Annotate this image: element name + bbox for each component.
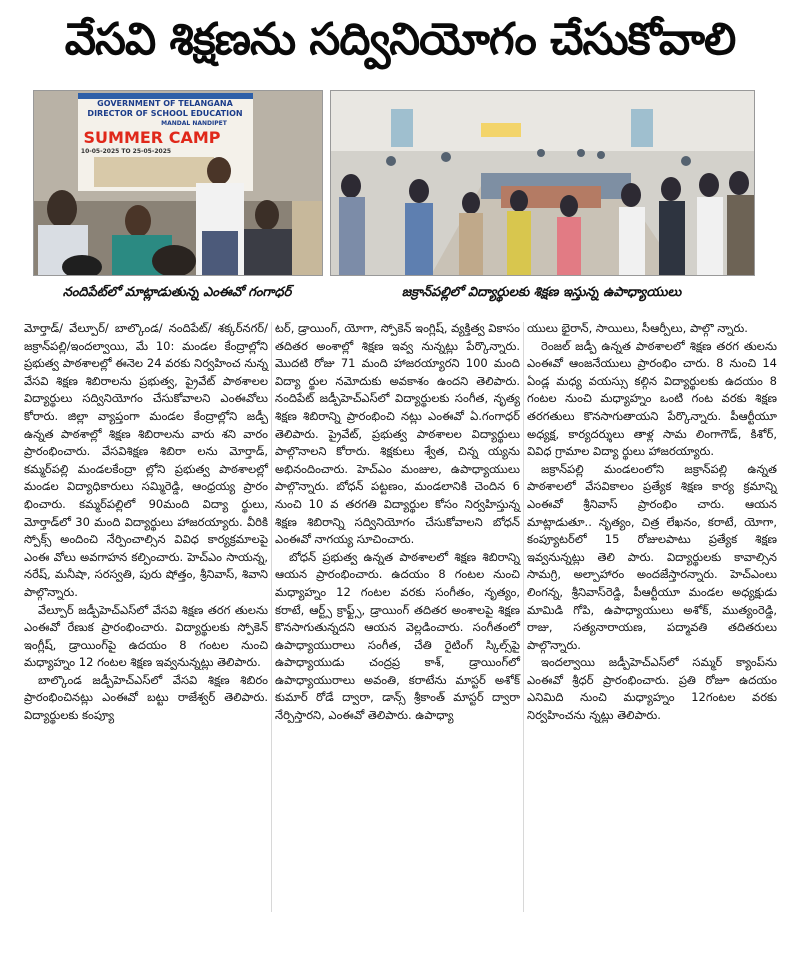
banner-line-2: DIRECTOR OF SCHOOL EDUCATION (87, 109, 243, 118)
column-3-paragraph-3: జక్రాన్‌పల్లి మండలంలోని జక్రాన్‌పల్లి ఉన్నత పాఠశాలలో వేసవికాలం ప్రత్యేక శిక్షణ కార్య క్రమాన్ని ఎంఈవో శ్రీనివాస్ ప్రారంభిం చారు. ఆయన మాట్లాడుతూ.. నృత్యం, చిత్ర లేఖనం, కరాటే, యోగా, కంప్యూటర్‌లో 15 రోజులపాటు ప్రత్యేక శిక్షణ ఇవ్వనున్నట్లు తెలి పారు. విద్యార్థులకు కావాల్సిన సామగ్రి, అల్పాహారం అందజేస్తారన్నారు. హెచ్‌ఎంలు లింగన్న, శ్రీనివాస్‌రెడ్డి, పీఆర్టీయూ మండల అధ్యక్షుడు మామిడి గోపి, ఉపాధ్యాయులు అశోక్, ముత్యంరెడ్డి, రాజు, సత్యనారాయణ, పద్మావతి తదితరులు పాల్గొన్నారు. (527, 461, 777, 652)
photo-right (330, 90, 755, 276)
article-column-1 (24, 320, 268, 725)
column-1-paragraph-1: మోర్తాడ్/ వేల్పూర్/ బాల్కొండ/ నందిపేట్/ శక్కర్‌నగర్/జక్రాన్‌పల్లి/ఇందల్వాయి, మే 10: మండల కేంద్రాల్లోని ప్రభుత్వ పాఠశాలల్లో ఈనెల 24 వరకు నిర్వహించ నున్న వేసవి శిక్షణ శిబిరాలను ప్రభుత్వ, ప్రైవేట్ పాఠశాలల విద్యార్థులు సద్వినియోగం చేసుకోవాలని ఎంఈవోలు కోరారు. జిల్లా వ్యాప్తంగా మండల కేంద్రాల్లోని జడ్పీ ఉన్నత పాఠశాల్లో శిక్షణ శిబిరాలను వారు శని వారం ప్రారంభించారు. వేసవిశిక్షణ శిబిరా లను మోర్తాడ్, కమ్మర్‌పల్లి మండలకేంద్రా ల్లోని ప్రభుత్వ పాఠశాలల్లో మండల విద్యాధికారులు సమ్మిరెడ్డి, ఆంధ్రయ్య ప్రారం భించారు. కమ్మర్‌పల్లిలో 90మంది విద్యా ర్థులు, మోర్తాడ్‌లో 30 మంది విద్యార్థులు హాజరయ్యారు. వీరికి స్పోక్స్ అందించి నేర్పించాల్సిన వివిధ కార్యక్రమాలపై ఎంఈ వోలు అవగాహన కల్పించారు. హెచ్‌ఎం సాయన్న, నరేష్, మనీషా, సరస్వతి, పురు షోత్తం, శ్రీనివాస్, శివాని పాల్గొన్నారు. (24, 321, 268, 599)
column-3-paragraph-2: రెంజల్ జడ్పీ ఉన్నత పాఠశాలలో శిక్షణ తరగ తులను ఎంఈవో ఆంజనేయులు ప్రారంభిం చారు. 8 నుంచి 14 ఏండ్ల మధ్య వయస్సు కల్గిన విద్యార్థులకు ఉదయం 8 గంటల నుంచి మధ్యాహ్నం ఒంటి గంట వరకు శిక్షణ తరగతులు కొనసాగుతాయని పేర్కొన్నారు. పీఆర్టీయూ అధ్యక్ష, కార్యదర్శులు తాళ్ల సామ లింగాగౌడ్, కిశోర్, వివిధ గ్రామాల విద్యా ర్థులు హాజరయ్యారు. (527, 338, 777, 459)
column-1-paragraph-2: వేల్పూర్ జడ్పీహెచ్‌ఎస్‌లో వేసవి శిక్షణ తరగ తులను ఎంఈవో రేణుక ప్రారంభించారు. విద్యార్థులకు స్పోకెన్ ఇంగ్లీష్, డ్రాయింగ్‌పై ఉదయం 8 గంటల నుంచి మధ్యాహ్నం 12 గంటల శిక్షణ ఇవ్వనున్నట్లు తెలిపారు. (24, 602, 268, 670)
photo-right-caption: జక్రాన్‌పల్లిలో విద్యార్థులకు శిక్షణ ఇస్తున్న ఉపాధ్యాయులు (401, 285, 682, 300)
banner-line-1: GOVERNMENT OF TELANGANA (97, 99, 233, 108)
column-3-paragraph-1: యులు భైరాన్, సాయిలు, సీఆర్పీలు, పాల్గొ న్నారు. (527, 321, 748, 335)
article-column-3 (527, 320, 777, 725)
column-1-paragraph-3: బాల్కొండ జడ్పీహెచ్‌ఎస్‌లో వేసవి శిక్షణ శిబిరం ప్రారంభించినట్లు ఎంఈవో బట్టు రాజేశ్వర్ తెలిపారు. విద్యార్థులకు కంప్యూ (24, 672, 268, 723)
column-3-paragraph-4: ఇందల్వాయి జడ్పీహెచ్‌ఎస్‌లో సమ్మర్ క్యాంప్‌ను ఎంఈవో శ్రీధర్ ప్రారంభించారు. ప్రతి రోజూ ఉదయం ఎనిమిది నుంచి మధ్యాహ్నం 12గంటల వరకు నిర్వహించను న్నట్లు తెలిపారు. (527, 655, 777, 723)
column-2-paragraph-2: బోధన్ ప్రభుత్వ ఉన్నత పాఠశాలలో శిక్షణ శిబిరాన్ని ఆయన ప్రారంభించారు. ఉదయం 8 గంటల నుంచి మధ్యాహ్నం 12 గంటల వరకు సంగీతం, నృత్యం, కరాటే, ఆర్ట్స్ క్రాఫ్ట్స్, డ్రాయింగ్ తదితర అంశాలపై శిక్షణ కొనసాగుతున్నదని ఆయన వెల్లడించారు. సంగీతంలో ఉపాధ్యాయురాలు సంగీత, చేతి రైటింగ్ స్కిల్స్‌పై ఉపాధ్యాయుడు చంద్రప్ర కాశ్, డ్రాయింగ్‌లో ఉపాధ్యాయురాలు అవంతి, కరాటేను మాస్టర్ అశోక్ కుమార్ రోడే ద్వారా, డాన్స్ శ్రీకాంత్ మాస్టర్ ద్వారా నేర్పిస్తారని, ఎంఈవో తెలిపారు. ఉపాధ్యా (275, 549, 520, 723)
column-divider-2 (523, 322, 524, 912)
photo-left-caption: నందిపేట్‌లో మాట్లాడుతున్న ఎంఈవో గంగాధర్ (62, 285, 292, 300)
banner-line-4: SUMMER CAMP (83, 128, 221, 147)
photo-left (33, 90, 323, 276)
column-divider-1 (271, 322, 272, 912)
column-2-paragraph-1: టర్, డ్రాయింగ్, యోగా, స్పోకెన్ ఇంగ్లిష్, వ్యక్తిత్వ వికాసం తదితర అంశాల్లో శిక్షణ ఇవ్వ నున్నట్లు పేర్కొన్నారు. మొదటి రోజు 71 మంది హాజరయ్యారని 100 మంది విద్యా ర్థుల నమోదుకు అవకాశం ఉందని తెలిపారు. నందిపేట్ జడ్పీహెచ్‌ఎస్‌లో విద్యార్థులకు సంగీత, నృత్య శిక్షణ శిబిరాన్ని ప్రారంభించి నట్లు ఎంఈవో ఏ.గంగాధర్ తెలిపారు. ప్రైవేట్, ప్రభుత్వ పాఠశాలల విద్యార్థులు పాల్గొనాలని కోరారు. శిక్షకులు శ్వేత, చిన్న య్యను అభినందించారు. హెచ్‌ఎం మంజుల, ఉపాధ్యాయులు పాల్గొన్నారు. బోధన్ పట్టణం, మండలానికి చెందిన 6 నుంచి 10 వ తరగతి విద్యార్థుల కోసం నిర్వహిస్తున్న శిక్షణ శిబిరాన్ని సద్వినియోగం చేసుకోవాలని బోధన్ ఎంఈవో నాగయ్య సూచించారు. (275, 321, 520, 547)
article-column-2 (275, 320, 520, 725)
headline: వేసవి శిక్షణను సద్వినియోగం చేసుకోవాలి (64, 14, 736, 65)
banner-line-3: MANDAL NANDIPET (161, 120, 227, 127)
banner-line-5: 10-05-2025 TO 25-05-2025 (80, 148, 172, 155)
